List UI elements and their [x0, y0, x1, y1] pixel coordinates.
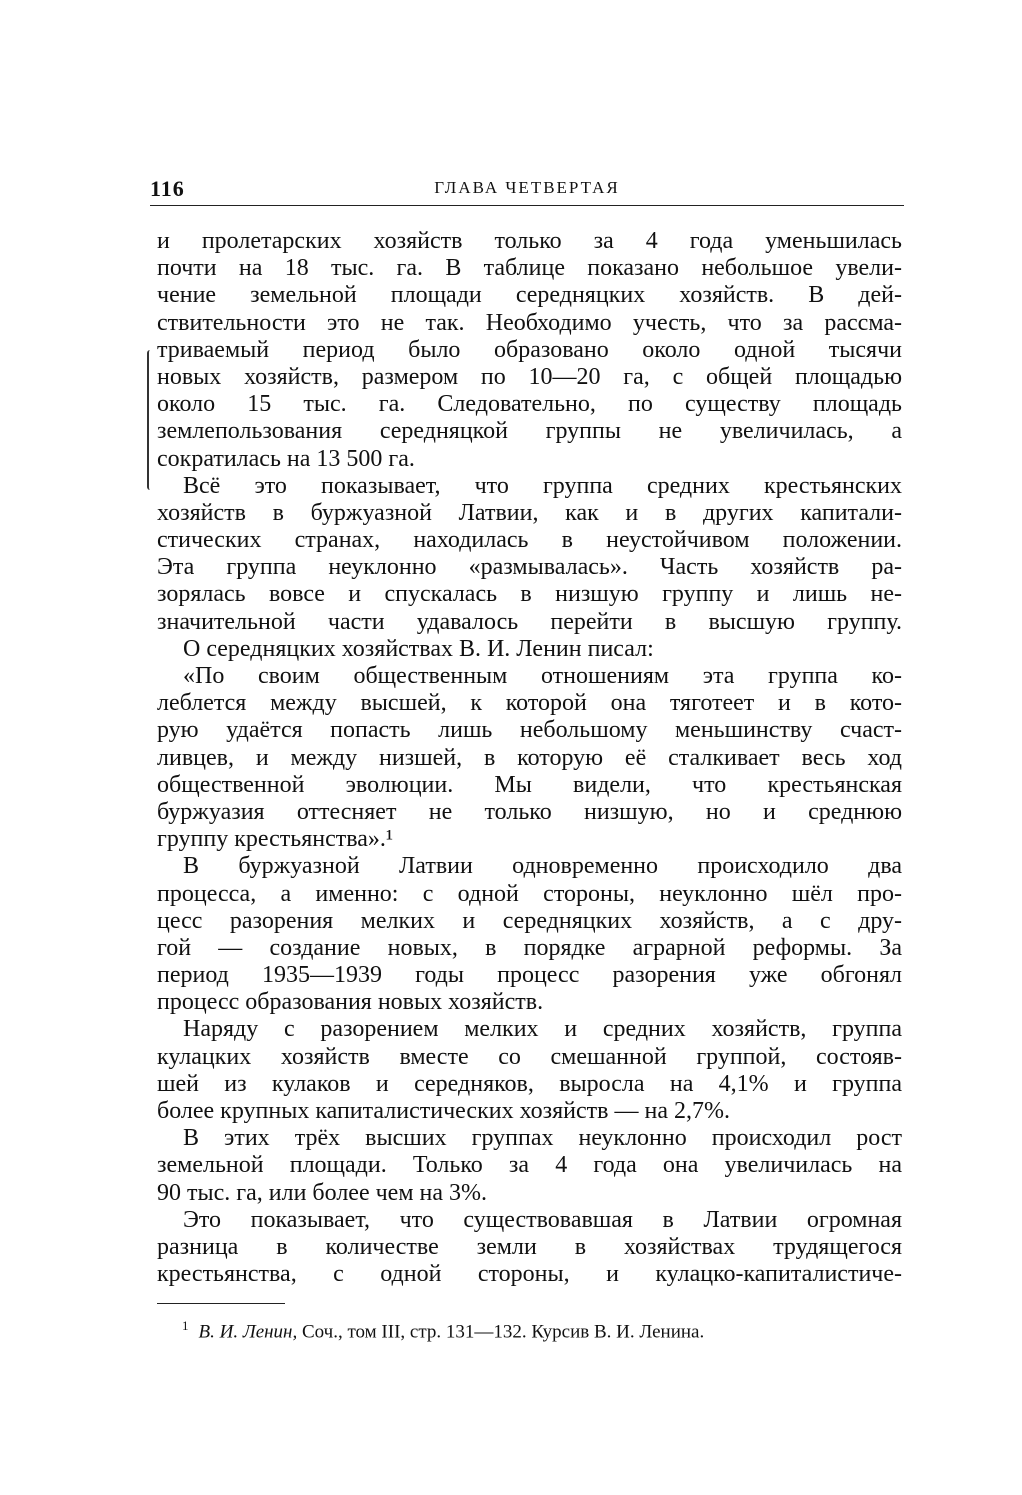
text-line: процесс образования новых хозяйств.	[157, 989, 544, 1016]
text-line: общественной эволюции. Мы видели, что крестьянская	[157, 771, 902, 798]
text-line: Всё это показывает, что группа средних крестьянских	[183, 472, 902, 499]
text-line: ливцев, и между низшей, в которую её сталкивает весь ход	[157, 744, 902, 771]
text-line: кулацких хозяйств вместе со смешанной группой, состояв-	[157, 1043, 902, 1070]
text-line: Эта группа неуклонно «размывалась». Часть хозяйств ра-	[157, 554, 902, 581]
text-line: чение земельной площади середняцких хозяйств. В дей-	[157, 282, 902, 309]
text-line: и пролетарских хозяйств только за 4 года уменьшилась	[157, 228, 902, 254]
body-text	[157, 228, 902, 1288]
footnote	[182, 1314, 902, 1344]
running-head: ГЛАВА ЧЕТВЕРТАЯ	[434, 178, 620, 197]
footnote-mark: 1	[182, 1318, 189, 1333]
text-line: крестьянства, с одной стороны, и кулацко-капиталистиче-	[157, 1261, 902, 1288]
footnote-text: Соч., том III, стр. 131—132. Курсив В. И. Ленина.	[301, 1321, 705, 1343]
header-rule	[150, 205, 904, 206]
text-line: зорялась вовсе и спускалась в низшую группу и лишь не-	[157, 581, 902, 608]
text-line: ствительности это не так. Необходимо учесть, что за рассма-	[157, 309, 902, 336]
text-line: Наряду с разорением мелких и средних хозяйств, группа	[183, 1016, 902, 1043]
text-line: сократилась на 13 500 га.	[157, 445, 415, 472]
text-line: стических странах, находилась в неустойчивом положении.	[157, 527, 902, 554]
text-line: новых хозяйств, размером по 10—20 га, с общей площадью	[157, 363, 902, 390]
text-line: процесса, а именно: с одной стороны, неуклонно шёл про-	[157, 880, 902, 907]
text-line: гой — создание новых, в порядке аграрной реформы. За	[157, 934, 902, 961]
footnote-author: В. И. Ленин,	[198, 1321, 298, 1343]
text-line: Это показывает, что существовавшая в Латвии огромная	[183, 1206, 902, 1233]
page-number: 116	[150, 176, 185, 201]
footnote-rule	[157, 1303, 285, 1304]
page-header	[150, 176, 904, 204]
text-line: период 1935—1939 годы процесс разорения уже обгонял	[157, 962, 902, 989]
text-line: группу крестьянства».¹	[157, 826, 394, 853]
text-line: земельной площади. Только за 4 года она увеличилась на	[157, 1152, 902, 1179]
text-line: почти на 18 тыс. га. В таблице показано небольшое увели-	[157, 255, 902, 282]
text-line: буржуазия оттесняет не только низшую, но и среднюю	[157, 798, 902, 825]
text-line: О середняцких хозяйствах В. И. Ленин писал:	[183, 635, 654, 662]
text-line: землепользования середняцкой группы не увеличилась, а	[157, 418, 902, 445]
text-line: значительной части удавалось перейти в высшую группу.	[157, 608, 902, 635]
margin-mark	[147, 350, 155, 490]
text-line: 90 тыс. га, или более чем на 3%.	[157, 1179, 487, 1206]
text-line: более крупных капиталистических хозяйств — на 2,7%.	[157, 1098, 730, 1124]
text-line: шей из кулаков и середняков, выросла на 4,1% и группа	[157, 1070, 902, 1097]
text-line: леблется между высшей, к которой она тяготеет и в кото-	[157, 690, 902, 717]
text-line: «По своим общественным отношениям эта группа ко-	[183, 663, 902, 689]
text-line: около 15 тыс. га. Следовательно, по существу площадь	[157, 391, 902, 418]
text-line: В этих трёх высших группах неуклонно происходил рост	[183, 1125, 902, 1152]
text-line: В буржуазной Латвии одновременно происходило два	[183, 853, 902, 880]
text-line: разница в количестве земли в хозяйствах трудящегося	[157, 1233, 902, 1260]
text-line: цесс разорения мелких и середняцких хозяйств, а с дру-	[157, 907, 902, 934]
text-line: триваемый период было образовано около одной тысячи	[157, 336, 902, 363]
text-line: хозяйств в буржуазной Латвии, как и в других капитали-	[157, 499, 902, 526]
text-line: рую удаётся попасть лишь небольшому меньшинству счаст-	[157, 717, 902, 744]
